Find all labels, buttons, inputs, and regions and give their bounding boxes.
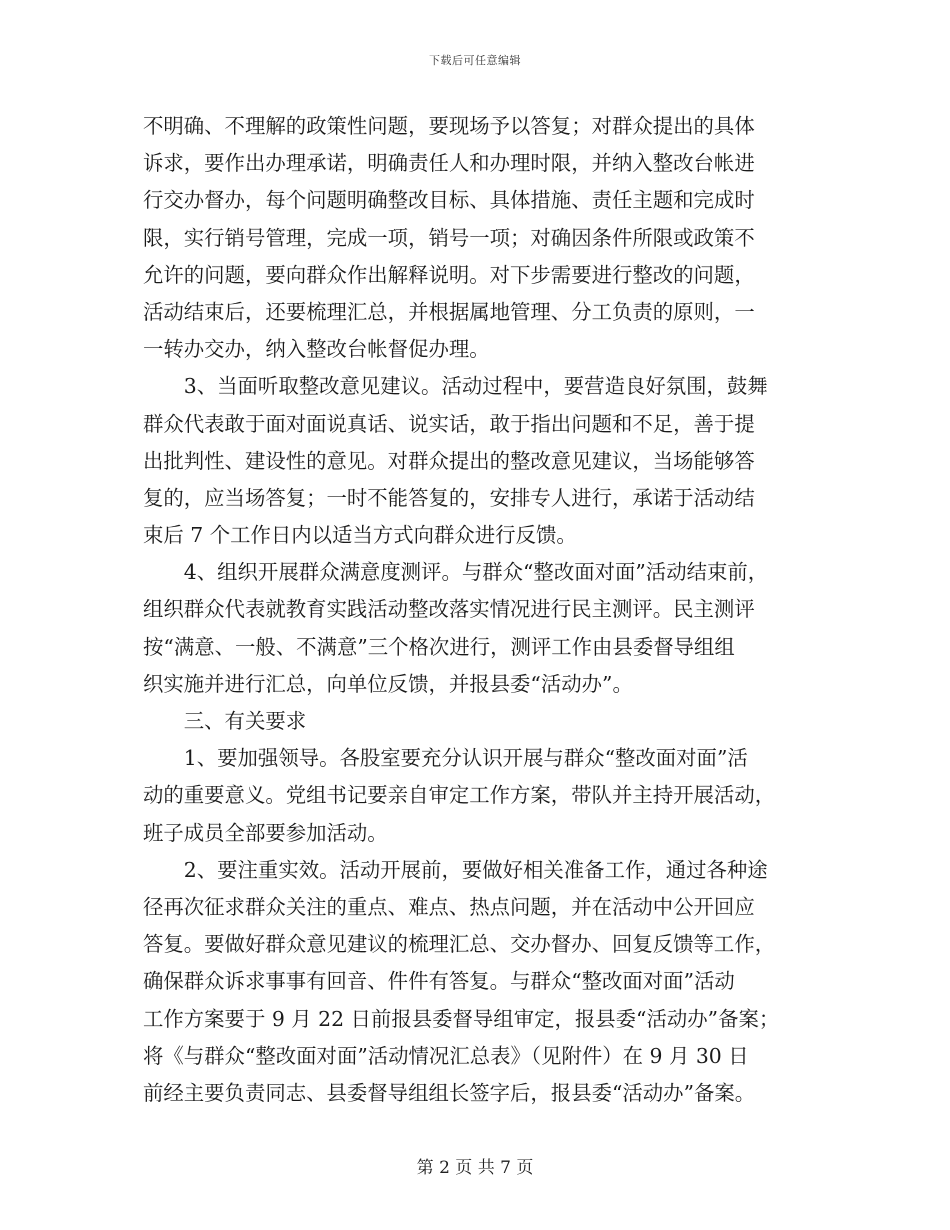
text-line: 1、要加强领导。各股室要充分认识开展与群众“整改面对面”活: [143, 746, 748, 771]
text-line: 组织群众代表就教育实践活动整改落实情况进行民主测评。民主测评: [143, 597, 755, 622]
section-heading: 三、有关要求: [143, 709, 307, 733]
text-line: 答复。要做好群众意见建议的梳理汇总、交办督办、回复反馈等工作，: [143, 932, 776, 957]
document-body: [143, 108, 815, 1112]
page-number-footer: 第 2 页 共 7 页: [416, 1158, 534, 1178]
text-line: 限，实行销号管理，完成一项，销号一项；对确因条件所限或政策不: [143, 225, 755, 250]
text-line: 径再次征求群众关注的重点、难点、热点问题，并在活动中公开回应: [143, 894, 755, 919]
text-line: 工作方案要于 9 月 22 日前报县委督导组审定，报县委“活动办”备案；: [143, 1006, 780, 1031]
text-line: 2、要注重实效。活动开展前，要做好相关准备工作，通过各种途: [143, 857, 768, 882]
text-line: 群众代表敢于面对面说真话、说实话，敢于指出问题和不足，善于提: [143, 411, 755, 436]
text-line: 出批判性、建设性的意见。对群众提出的整改意见建议，当场能够答: [143, 448, 755, 473]
text-line: 动的重要意义。党组书记要亲自审定工作方案，带队并主持开展活动，: [143, 783, 776, 808]
text-line: 确保群众诉求事事有回音、件件有答复。与群众“整改面对面”活动: [143, 969, 735, 994]
text-line: 行交办督办，每个问题明确整改目标、具体措施、责任主题和完成时: [143, 188, 755, 213]
text-line: 不明确、不理解的政策性问题，要现场予以答复；对群众提出的具体: [143, 114, 755, 138]
text-line: 活动结束后，还要梳理汇总，并根据属地管理、分工负责的原则，一: [143, 299, 755, 324]
text-line: 将《与群众“整改面对面”活动情况汇总表》（见附件）在 9 月 30 日: [143, 1043, 749, 1068]
text-line: 按“满意、一般、不满意”三个格次进行，测评工作由县委督导组组: [143, 634, 735, 659]
text-line: 复的，应当场答复；一时不能答复的，安排专人进行，承诺于活动结: [143, 485, 755, 510]
text-line: 前经主要负责同志、县委督导组组长签字后，报县委“活动办”备案。: [143, 1080, 756, 1105]
text-line: 班子成员全部要参加活动。: [143, 820, 388, 845]
text-line: 织实施并进行汇总，向单位反馈，并报县委“活动办”。: [143, 671, 633, 696]
text-line: 诉求，要作出办理承诺，明确责任人和办理时限，并纳入整改台帐进: [143, 151, 755, 176]
text-line: 一转办交办，纳入整改台帐督促办理。: [143, 337, 490, 362]
text-line: 允许的问题，要向群众作出解释说明。对下步需要进行整改的问题，: [143, 262, 755, 287]
text-line: 4、组织开展群众满意度测评。与群众“整改面对面”活动结束前，: [143, 560, 769, 585]
text-line: 束后 7 个工作日内以适当方式向群众进行反馈。: [143, 523, 577, 548]
page-header-note: 下载后可任意编辑: [429, 54, 521, 67]
text-line: 3、当面听取整改意见建议。活动过程中，要营造良好氛围，鼓舞: [143, 374, 768, 399]
